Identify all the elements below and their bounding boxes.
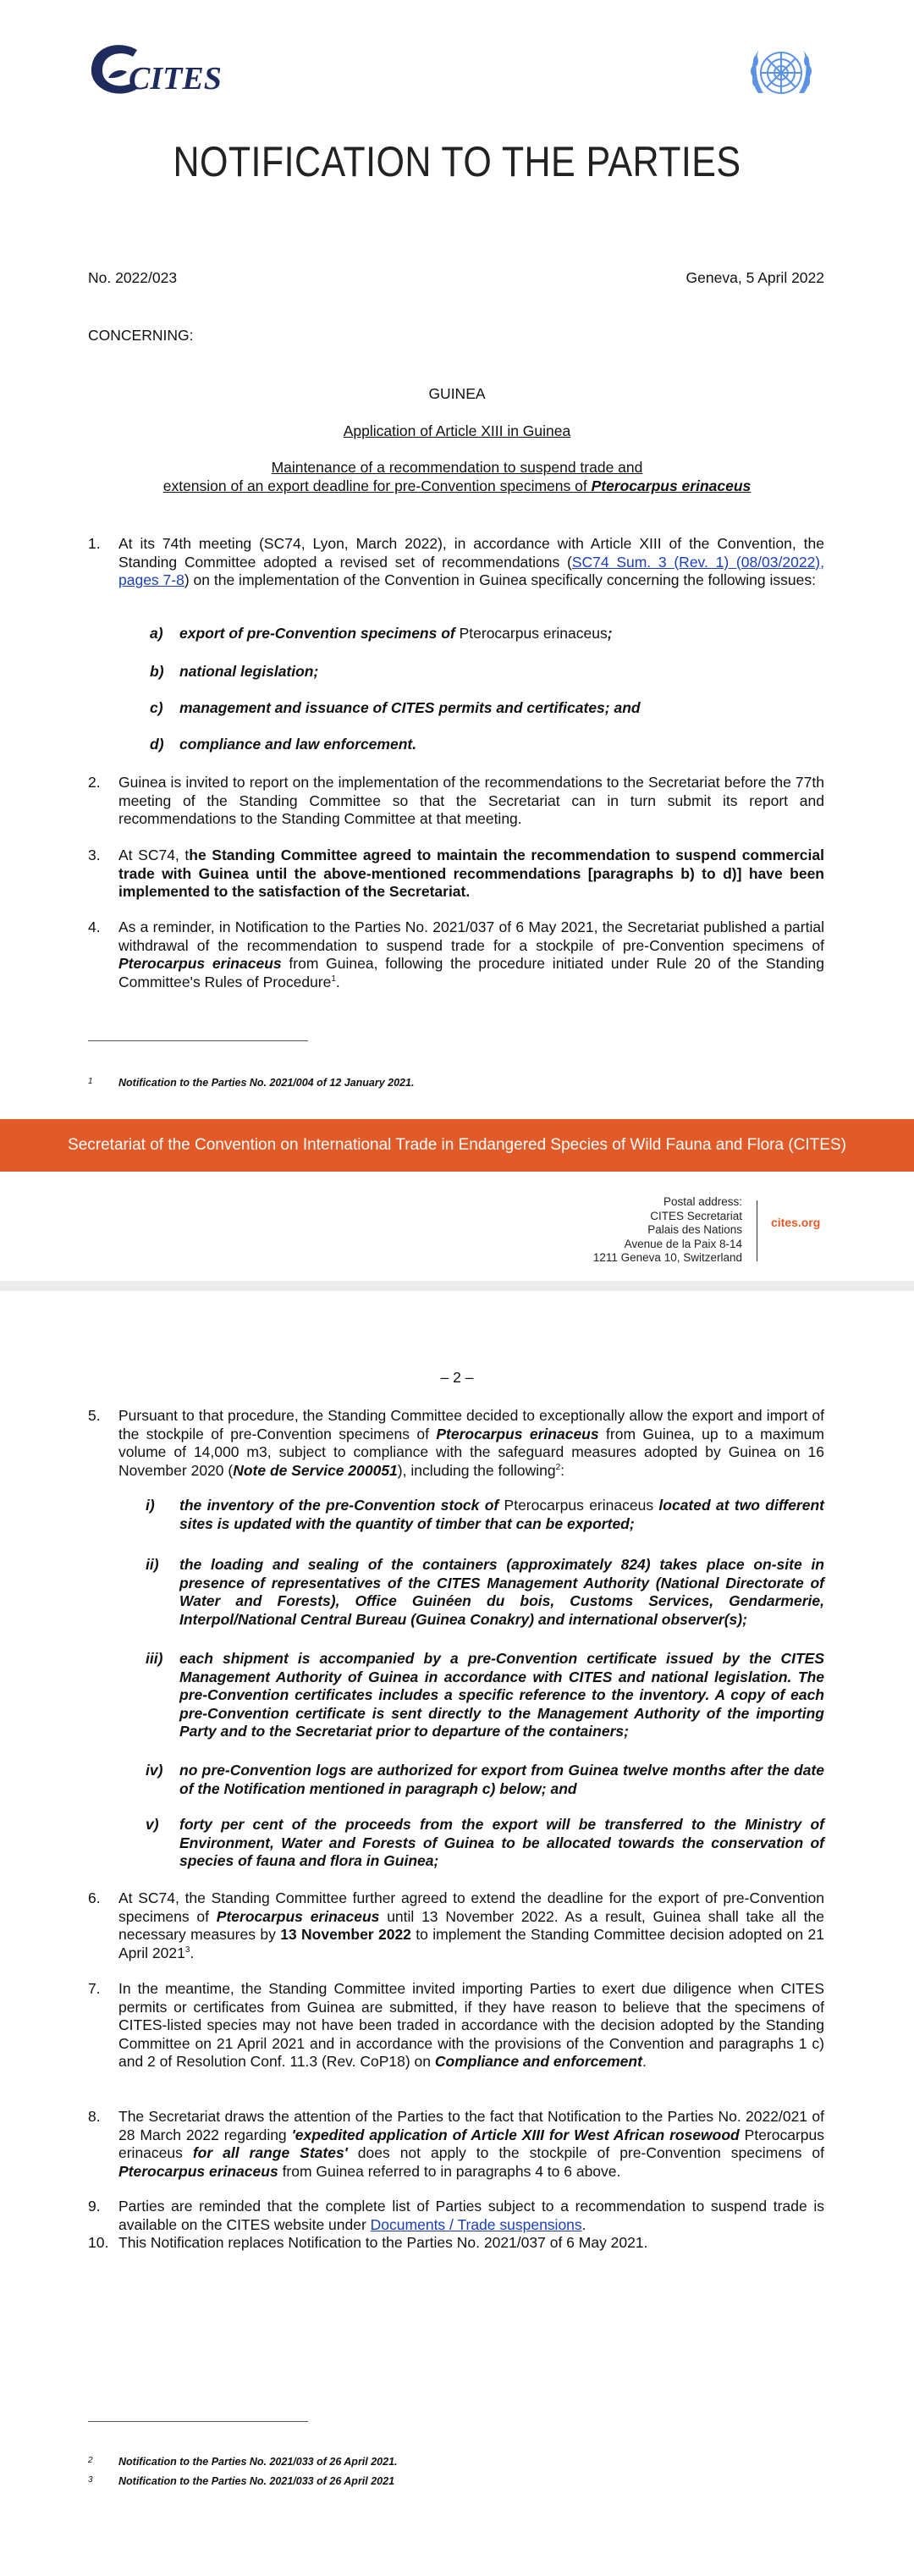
postal-address: Postal address: CITES Secretariat Palais des Nations Avenue de la Paix 8-14 1211 Geneva 10, Switzerland [592,1195,742,1264]
item-ii: the loading and sealing of the containers (approximately 824) takes place on-site in presence of representatives of the CITES Management Authority (National Directorate of Water and Forests), Office Guinéen du bois, Customs Services, Gendarmerie, Interpol/National Central Bureau (Guinea Conakry) and international observer(s); [179,1556,824,1628]
para-3-number: 3. [88,847,101,863]
para-9-number: 9. [88,2198,101,2215]
item-iv-label: iv) [146,1762,163,1779]
item-i-label: i) [146,1497,155,1514]
para-4-number: 4. [88,918,101,935]
para-3: At SC74, the Standing Committee agreed to maintain the recommendation to suspend commercial trade with Guinea until the above-mentioned recommendations [paragraphs b) to d)] have been implemented to the satisfaction of the Secretariat. [118,847,824,900]
item-a: export of pre-Convention specimens of Pterocarpus erinaceus; [179,625,613,642]
un-emblem [741,39,821,110]
item-iii-label: iii) [146,1650,163,1667]
page-2 [0,1291,914,2576]
item-a-label: a) [150,625,163,642]
para-10: This Notification replaces Notification to the Parties No. 2021/037 of 6 May 2021. [118,2234,648,2251]
footnote-2-number: 2 [88,2456,93,2465]
para-8: The Secretariat draws the attention of the Parties to the fact that Notification to the Parties No. 2022/021 of 28 March 2022 regarding 'expedited application of Article XIII for West African rosewood Pterocarpus erinaceus for all range States' does not apply to the stockpile of pre-Convention specimens of Pterocarpus erinaceus from Guinea referred to in paragraphs 4 to 6 above. [118,2108,825,2180]
item-ii-label: ii) [146,1556,159,1573]
cites-website-link[interactable]: cites.org [771,1216,821,1229]
page-number: – 2 – [440,1369,474,1386]
para-2: Guinea is invited to report on the implementation of the recommendations to the Secretariat before the 77th meeting of the Standing Committee so that the Secretariat can in turn submit its report and recommendations to the Standing Committee at that meeting. [118,774,824,827]
footnote-1-number: 1 [88,1077,93,1086]
footnote-separator-2 [88,2421,308,2422]
place-date: Geneva, 5 April 2022 [686,269,824,286]
para-10-number: 10. [88,2234,109,2251]
para-1: At its 74th meeting (SC74, Lyon, March 2022), in accordance with Article XIII of the Convention, the Standing Committee adopted a revised set of recommendations (SC74 Sum. 3 (Rev. 1) (08/03/2022), pages 7-8) on the implementation of the Convention in Guinea specifically concerning the following issues: [118,535,824,588]
footnote-separator [88,1040,308,1041]
item-c-label: c) [150,699,163,716]
footnote-1: Notification to the Parties No. 2021/004 of 12 January 2021. [118,1077,415,1089]
page-title: NOTIFICATION TO THE PARTIES [173,138,741,185]
item-i: the inventory of the pre-Convention stock of Pterocarpus erinaceus located at two different sites is updated with the quantity of timber that can be exported; [179,1497,824,1532]
item-v: forty per cent of the proceeds from the export will be transferred to the Ministry of Environment, Water and Forests of Guinea to be allocated towards the conservation of species of fauna and flora in Guinea; [179,1816,824,1869]
subject-country: GUINEA [428,385,486,402]
para-6-number: 6. [88,1889,101,1906]
item-d: compliance and law enforcement. [179,736,417,753]
subject-line-2: Maintenance of a recommendation to suspend trade and [271,459,643,476]
item-iv: no pre-Convention logs are authorized for export from Guinea twelve months after the date of the Notification mentioned in paragraph c) below; and [179,1762,824,1797]
para-6: At SC74, the Standing Committee further agreed to extend the deadline for the export of pre-Convention specimens of Pterocarpus erinaceus until 13 November 2022. As a result, Guinea shall take all the necessary measures by 13 November 2022 to implement the Standing Committee decision adopted on 21 April 2021$^3$. [118,1889,824,1961]
item-v-label: v) [146,1816,159,1833]
item-b: national legislation; [179,663,319,680]
footnote-2: Notification to the Parties No. 2021/033 of 26 April 2021. [118,2456,398,2468]
page-1 [0,0,914,1281]
para-5: Pursuant to that procedure, the Standing Committee decided to exceptionally allow the export and import of the stockpile of pre-Convention specimens of Pterocarpus erinaceus from Guinea, up to a maximum volume of 14,000 m3, subject to compliance with the safeguard measures adopted by Guinea on 16 November 2020 (Note de Service 200051), including the following$^2$: [118,1407,824,1479]
item-d-label: d) [150,736,164,753]
concerning-label: CONCERNING: [88,327,194,344]
footnote-3: Notification to the Parties No. 2021/033 of 26 April 2021 [118,2475,395,2487]
item-iii: each shipment is accompanied by a pre-Convention certificate issued by the CITES Management Authority of Guinea in accordance with CITES and national legislation. The pre-Convention certificates includes a specific reference to the inventory. A copy of each pre-Convention certificate is sent directly to the Management Authority of the importing Party and to the Secretariat prior to departure of the containers; [179,1650,824,1740]
para-5-number: 5. [88,1407,101,1424]
para-4: As a reminder, in Notification to the Parties No. 2021/037 of 6 May 2021, the Secretariat published a partial withdrawal of the recommendation to suspend trade for a stockpile of pre-Convention specimens of Pterocarpus erinaceus from Guinea, following the procedure initiated under Rule 20 of the Standing Committee's Rules of Procedure$^1$. [118,918,825,990]
item-c: management and issuance of CITES permits and certificates; and [179,699,641,716]
sc74-sum-link[interactable]: SC74 Sum. 3 (Rev. 1) (08/03/2022), pages 7-8 [118,553,824,588]
svg-text:CITES: CITES [129,61,222,97]
trade-suspensions-link[interactable]: Documents / Trade suspensions [370,2215,582,2233]
para-8-number: 8. [88,2108,101,2125]
cites-logo [86,38,222,106]
item-b-label: b) [150,663,164,680]
para-9: Parties are reminded that the complete list of Parties subject to a recommendation to suspend trade is available on the CITES website under Documents / Trade suspensions. [118,2198,824,2233]
subject-line-1: Application of Article XIII in Guinea [343,422,571,439]
para-7: In the meantime, the Standing Committee invited importing Parties to exert due diligence when CITES permits or certificates from Guinea are submitted, if they have reason to believe that the specimens of CITES-listed species may not have been traded in accordance with the decision adopted by the Standing Committee on 21 April 2021 and in accordance with the provisions of the Convention and paragraphs 1 c) and 2 of Resolution Conf. 11.3 (Rev. CoP18) on Compliance and enforcement. [118,1980,824,2070]
subject-line-3: extension of an export deadline for pre-Convention specimens of Pterocarpus erinaceus [162,477,752,494]
para-1-number: 1. [88,535,101,552]
secretariat-banner: Secretariat of the Convention on International Trade in Endangered Species of Wild Fauna and Flora (CITES) [0,1119,914,1172]
notification-number: No. 2022/023 [88,269,178,286]
para-2-number: 2. [88,774,101,791]
para-7-number: 7. [88,1980,101,1997]
footnote-3-number: 3 [88,2475,93,2485]
